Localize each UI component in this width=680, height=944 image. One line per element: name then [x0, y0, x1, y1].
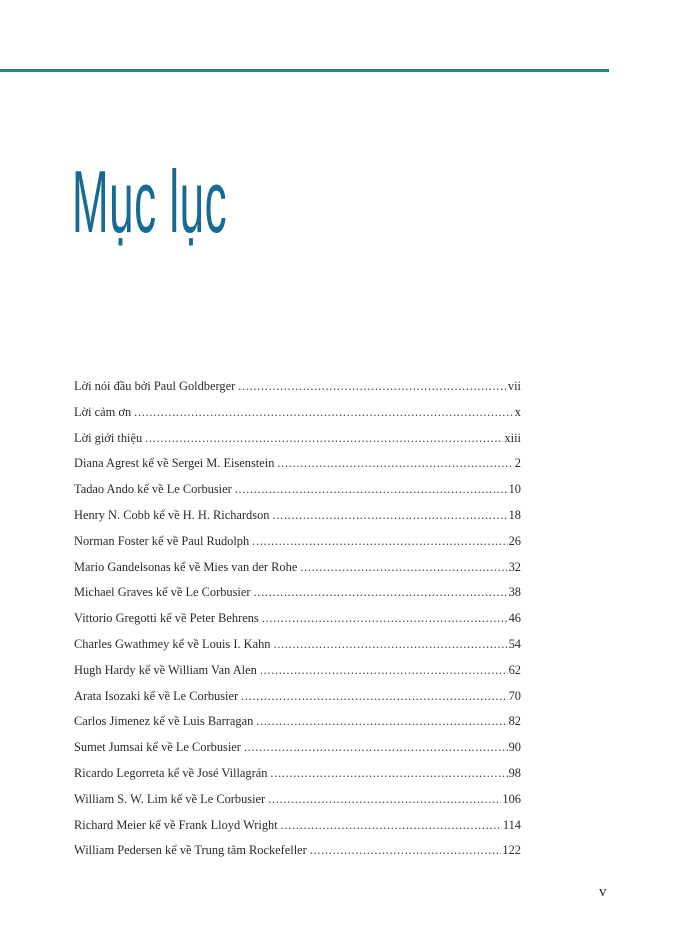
toc-entry-page: xiii: [504, 430, 521, 445]
toc-entry-page: 106: [502, 791, 521, 806]
toc-dot-leader: [134, 400, 514, 426]
toc-entry-label: Norman Foster kể về Paul Rudolph: [74, 533, 250, 548]
toc-dot-leader: [270, 761, 507, 787]
toc-entry-page: vii: [507, 379, 521, 393]
toc-entry-label: Vittorio Gregotti kể về Peter Behrens: [74, 611, 259, 626]
toc-entry[interactable]: [74, 838, 521, 864]
toc-entry-label: Charles Gwathmey kể về Louis I. Kahn: [74, 636, 271, 651]
toc-entry-label: Arata Isozaki kể về Le Corbusier: [74, 688, 239, 703]
page-title: Mục lục: [72, 152, 228, 251]
toc-entry-page: 46: [508, 611, 521, 626]
toc-entry[interactable]: [74, 529, 521, 555]
toc-dot-leader: [254, 580, 508, 606]
toc-entry-page: 90: [508, 740, 521, 755]
toc-entry[interactable]: [74, 658, 521, 684]
toc-entry-page: 98: [508, 765, 521, 780]
toc-entry-page: 62: [508, 662, 521, 677]
toc-entry-label: Hugh Hardy kể về William Van Alen: [74, 662, 257, 677]
toc-dot-leader: [262, 606, 508, 632]
toc-entry-label: Henry N. Cobb kể về H. H. Richardson: [74, 507, 270, 522]
page-folio: v: [599, 884, 607, 900]
toc-dot-leader: [235, 477, 508, 503]
toc-dot-leader: [238, 374, 507, 400]
toc-entry[interactable]: [74, 555, 521, 581]
toc-dot-leader: [268, 787, 501, 813]
toc-entry-label: Diana Agrest kể về Sergei M. Eisenstein: [74, 456, 275, 471]
table-of-contents: [74, 374, 521, 864]
toc-entry[interactable]: [74, 606, 521, 632]
toc-entry-page: 70: [508, 688, 521, 703]
toc-dot-leader: [272, 503, 507, 529]
toc-entry-page: x: [514, 404, 521, 419]
toc-entry[interactable]: [74, 400, 521, 426]
toc-dot-leader: [241, 684, 508, 710]
toc-entry[interactable]: [74, 761, 521, 787]
toc-entry-page: 114: [502, 817, 521, 832]
toc-entry-page: 38: [508, 585, 521, 600]
toc-dot-leader: [310, 838, 502, 864]
toc-entry-label: Mario Gandelsonas kể về Mies van der Rohe: [74, 559, 298, 574]
toc-dot-leader: [281, 813, 502, 839]
toc-dot-leader: [300, 555, 507, 581]
toc-entry-label: William Pedersen kể về Trung tâm Rockefeller: [74, 843, 307, 858]
toc-entry[interactable]: [74, 451, 521, 477]
toc-entry-label: Lời nói đầu bởi Paul Goldberger: [74, 379, 236, 393]
toc-entry-label: Carlos Jimenez kể về Luis Barragan: [74, 714, 254, 729]
toc-entry-page: 26: [508, 533, 521, 548]
toc-entry-page: 82: [508, 714, 521, 729]
toc-dot-leader: [277, 451, 513, 477]
toc-entry-page: 32: [508, 559, 521, 574]
toc-entry-page: 10: [508, 482, 521, 497]
toc-entry[interactable]: [74, 787, 521, 813]
toc-entry[interactable]: [74, 503, 521, 529]
toc-entry-label: Lời giới thiệu: [74, 430, 143, 445]
toc-dot-leader: [252, 529, 507, 555]
toc-entry-page: 122: [502, 843, 521, 858]
toc-entry-label: William S. W. Lim kể về Le Corbusier: [74, 791, 266, 806]
toc-entry[interactable]: [74, 684, 521, 710]
toc-dot-leader: [273, 632, 507, 658]
toc-entry[interactable]: [74, 709, 521, 735]
toc-entry[interactable]: [74, 580, 521, 606]
toc-entry[interactable]: [74, 477, 521, 503]
toc-entry-page: 54: [508, 636, 521, 651]
toc-entry-label: Sumet Jumsai kể về Le Corbusier: [74, 740, 241, 755]
top-accent-rule: [0, 69, 609, 72]
toc-entry[interactable]: [74, 735, 521, 761]
toc-entry-label: Ricardo Legorreta kể về José Villagrán: [74, 765, 268, 780]
toc-entry-label: Tadao Ando kể về Le Corbusier: [74, 482, 232, 497]
toc-entry[interactable]: [74, 632, 521, 658]
toc-entry[interactable]: [74, 426, 521, 452]
toc-dot-leader: [260, 658, 508, 684]
toc-entry[interactable]: [74, 813, 521, 839]
toc-dot-leader: [256, 709, 507, 735]
toc-entry-label: Lời cảm ơn: [74, 404, 132, 419]
toc-dot-leader: [145, 426, 503, 452]
toc-entry-page: 18: [508, 507, 521, 522]
toc-entry-label: Richard Meier kể về Frank Lloyd Wright: [74, 817, 278, 832]
toc-entry-page: 2: [514, 456, 521, 471]
toc-entry-label: Michael Graves kể về Le Corbusier: [74, 585, 251, 600]
toc-entry[interactable]: [74, 374, 521, 400]
toc-dot-leader: [244, 735, 508, 761]
